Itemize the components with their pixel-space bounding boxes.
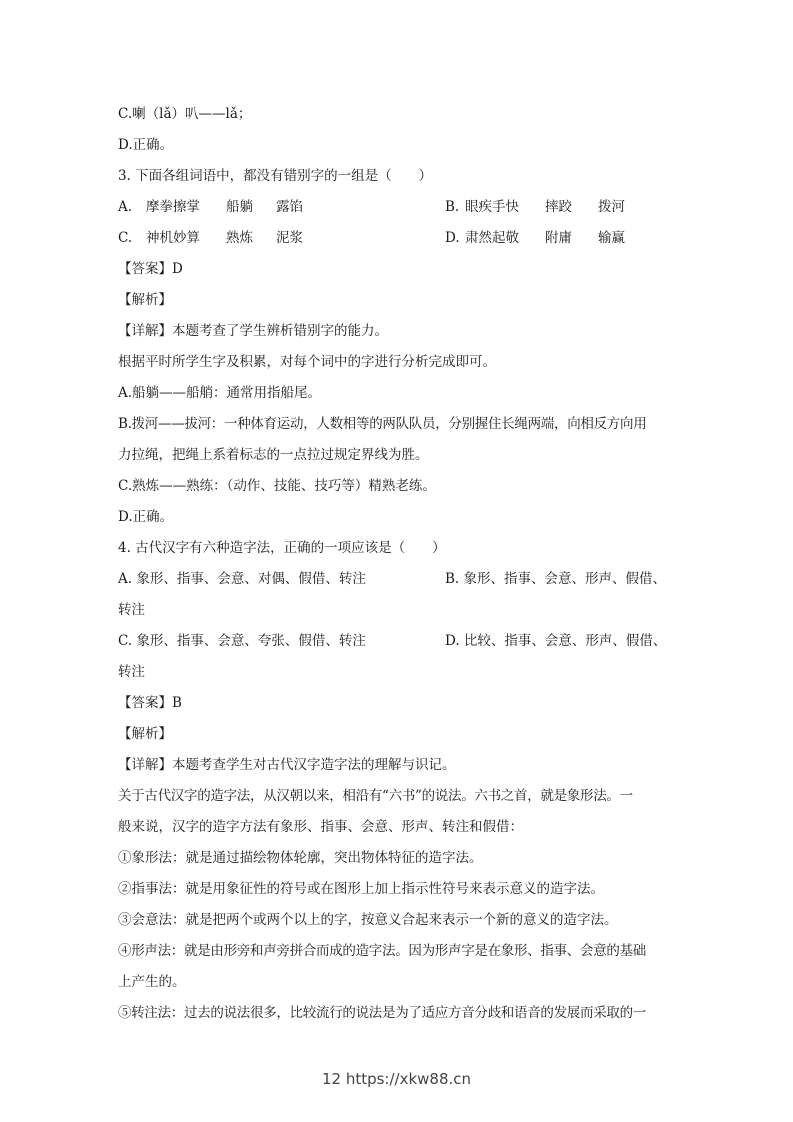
text-line: 关于古代汉字的造字法，从汉朝以来，相沿有“六书”的说法。六书之首，就是象形法。一 xyxy=(118,788,633,804)
option-a: A. 摩拳擦掌 船躺 露馅 xyxy=(118,199,303,215)
option-d-continued: 转注 xyxy=(118,664,145,680)
analysis-label: 【解析】 xyxy=(118,292,172,308)
detail-text: 【详解】本题考查学生对古代汉字造字法的理解与识记。 xyxy=(118,757,456,773)
answer-label: 【答案】D xyxy=(118,261,183,277)
text-line: A.船躺——船艄：通常用指船尾。 xyxy=(118,385,322,401)
text-line: 上产生的。 xyxy=(118,974,186,990)
text-line: 根据平时所学生字及积累，对每个词中的字进行分析完成即可。 xyxy=(118,354,496,370)
option-c: C. 神机妙算 熟炼 泥浆 xyxy=(118,230,303,246)
option-b: B. 象形、指事、会意、形声、假借、 xyxy=(445,571,667,587)
text-line: D.正确。 xyxy=(118,137,174,153)
answer-label: 【答案】B xyxy=(118,695,182,711)
option-c: C. 象形、指事、会意、夸张、假借、转注 xyxy=(118,633,366,649)
option-d: D. 肃然起敬 附庸 输赢 xyxy=(445,230,625,246)
text-line: 般来说，汉字的造字方法有象形、指事、会意、形声、转注和假借： xyxy=(118,819,523,835)
text-line: ⑤转注法：过去的说法很多，比较流行的说法是为了适应方音分歧和语音的发展而采取的一 xyxy=(118,1005,646,1021)
option-b: B. 眼疾手快 摔跤 拨河 xyxy=(445,199,625,215)
question-4: 4. 古代汉字有六种造字法，正确的一项应该是（ ） xyxy=(118,540,446,556)
text-line: B.拨河——拔河：一种体育运动，人数相等的两队队员，分别握住长绳两端，向相反方向用 xyxy=(118,416,647,432)
text-line: C.熟炼——熟练：（动作、技能、技巧等）精熟老练。 xyxy=(118,478,436,494)
option-b-continued: 转注 xyxy=(118,602,145,618)
question-3: 3. 下面各组词语中，都没有错别字的一组是（ ） xyxy=(118,168,433,184)
text-line: C.喇（lǎ）叭——lǎ； xyxy=(118,106,252,122)
text-line: ③会意法：就是把两个或两个以上的字，按意义合起来表示一个新的意义的造字法。 xyxy=(118,912,618,928)
analysis-label: 【解析】 xyxy=(118,726,172,742)
detail-text: 【详解】本题考查了学生辨析错别字的能力。 xyxy=(118,323,388,339)
option-d: D. 比较、指事、会意、形声、假借、 xyxy=(445,633,667,649)
page-number: 12 xyxy=(321,1070,342,1088)
text-line: D.正确。 xyxy=(118,509,174,525)
text-line: ②指事法：就是用象征性的符号或在图形上加上指示性符号来表示意义的造字法。 xyxy=(118,881,604,897)
footer-url[interactable]: https://xkw88.cn xyxy=(345,1070,472,1088)
text-line: ④形声法：就是由形旁和声旁拼合而成的造字法。因为形声字是在象形、指事、会意的基础 xyxy=(118,943,646,959)
text-line: 力拉绳，把绳上系着标志的一点拉过规定界线为胜。 xyxy=(118,447,429,463)
text-line: ①象形法：就是通过描绘物体轮廓，突出物体特征的造字法。 xyxy=(118,850,483,866)
option-a: A. 象形、指事、会意、对偶、假借、转注 xyxy=(118,571,366,587)
page-footer xyxy=(0,1070,793,1088)
